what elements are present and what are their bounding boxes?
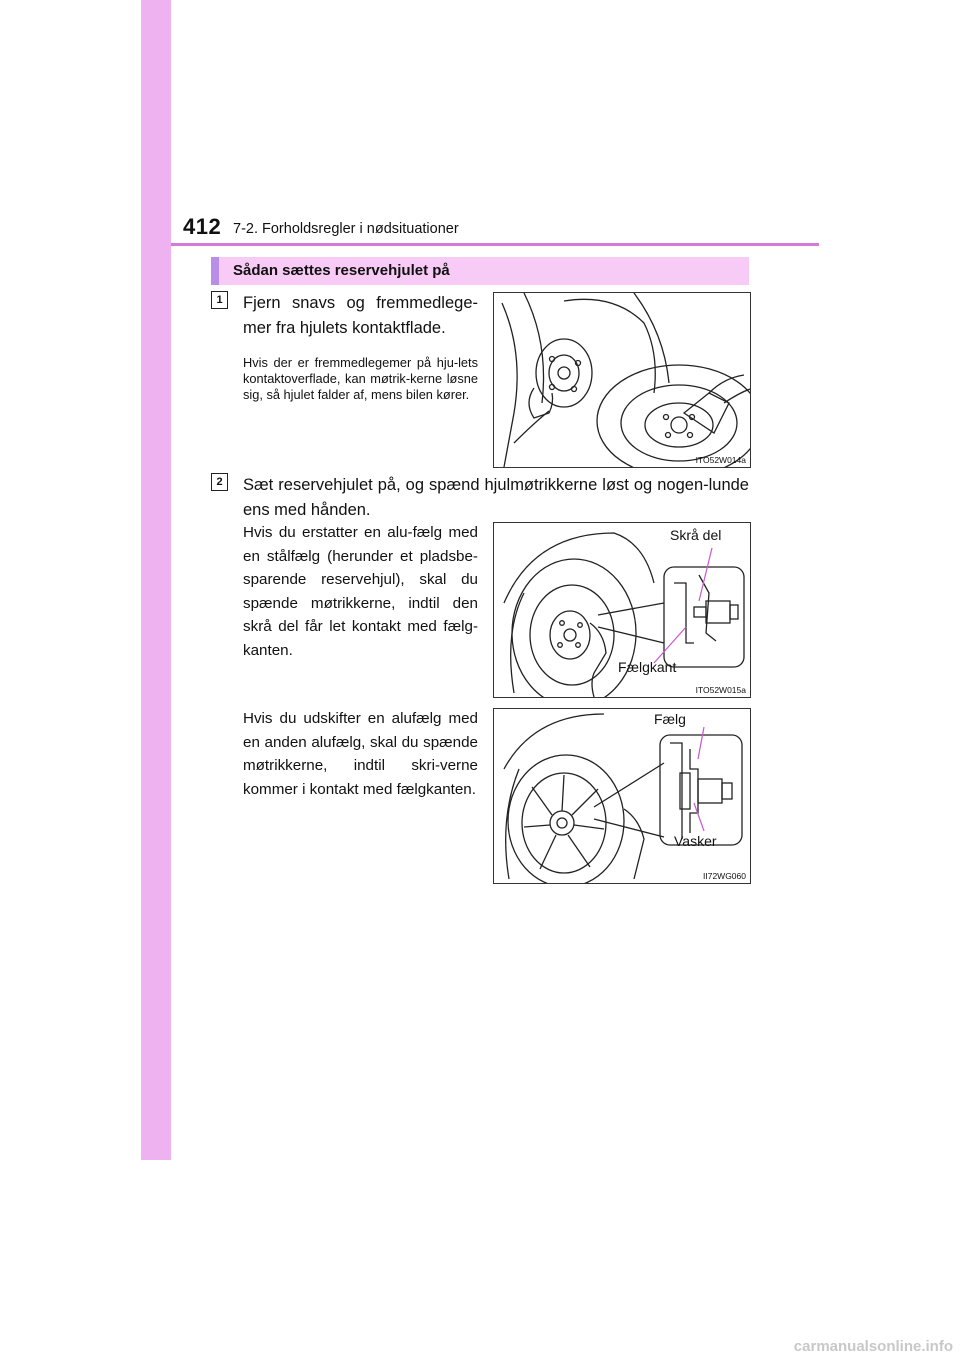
figure-2-code: ITO52W015a — [695, 685, 746, 695]
callout-vasker: Vasker — [674, 833, 717, 849]
figure-3-code: II72WG060 — [703, 871, 746, 881]
step-1-badge: 1 — [211, 291, 228, 309]
callout-faelg: Fælg — [654, 711, 686, 727]
step-2-paragraph-alu-rim: Hvis du udskifter en alufælg med en anden alufælg, skal du spænde møtrikkerne, indtil skri-verne kommer i kontakt med fælgkanten. — [243, 710, 478, 798]
side-color-bar — [141, 0, 171, 1160]
site-watermark: carmanualsonline.info — [793, 1338, 953, 1355]
page-number: 412 — [183, 214, 222, 239]
header-rule — [171, 243, 819, 246]
section-title: Sådan sættes reservehjulet på — [233, 262, 450, 279]
clean-hub-illustration — [494, 293, 750, 467]
figure-steel-rim — [493, 522, 751, 698]
chapter-title: 7-2. Forholdsregler i nødsituationer — [233, 221, 459, 237]
alu-rim-illustration — [494, 709, 750, 883]
step-1-note: Hvis der er fremmedlegemer på hju-lets kontaktoverflade, kan møtrik-kerne løsne sig, så hjulet falder af, mens bilen kører. — [243, 355, 478, 402]
callout-faelgkant: Fælgkant — [618, 659, 677, 675]
step-1-text: Fjern snavs og fremmedlege-mer fra hjulets kontaktflade. — [243, 294, 478, 337]
step-2-text: Sæt reservehjulet på, og spænd hjulmøtrikkerne løst og nogen-lunde ens med hånden. — [243, 476, 749, 519]
figure-clean-hub — [493, 292, 751, 468]
figure-1-code: ITO52W014a — [695, 455, 746, 465]
section-heading-bar — [211, 257, 749, 285]
step-2-paragraph-steel-rim: Hvis du erstatter en alu-fælg med en stålfælg (herunder et pladsbe-sparende reservehjul), skal du spænde møtrikkerne, indtil den skrå del får let kontakt med fælg-kanten. — [243, 524, 478, 659]
step-2-badge: 2 — [211, 473, 228, 491]
callout-skraa-del: Skrå del — [670, 527, 722, 543]
figure-alu-rim — [493, 708, 751, 884]
